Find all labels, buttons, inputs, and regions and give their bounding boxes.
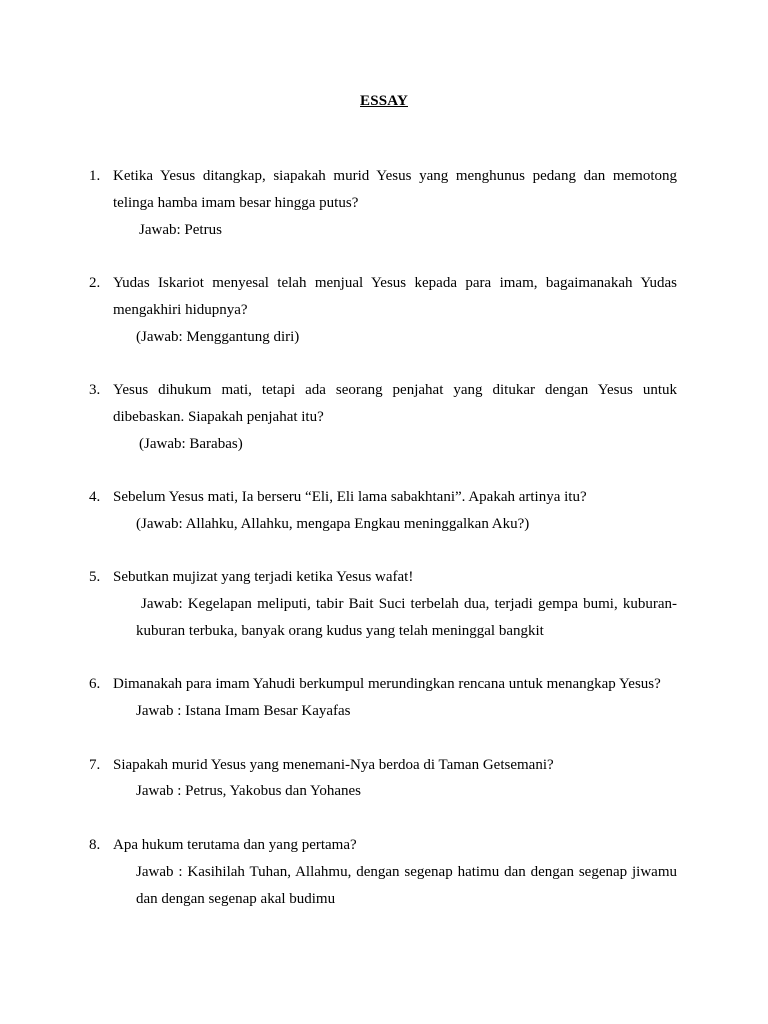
question-text: Yesus dihukum mati, tetapi ada seorang penjahat yang ditukar dengan Yesus untuk dibebaskan. Siapakah penjahat itu? <box>113 382 677 425</box>
question-number: 2. <box>89 275 101 291</box>
question-number: 8. <box>89 837 101 853</box>
answer-text: Jawab: Kegelapan meliputi, tabir Bait Suci terbelah dua, terjadi gempa bumi, kuburan-kuburan terbuka, banyak orang kudus yang telah meninggal bangkit <box>136 596 677 639</box>
question-number: 5. <box>89 569 101 585</box>
question-text: Dimanakah para imam Yahudi berkumpul merundingkan rencana untuk menangkap Yesus? <box>113 676 661 692</box>
question-text: Apa hukum terutama dan yang pertama? <box>113 837 357 853</box>
question-text: Siapakah murid Yesus yang menemani-Nya berdoa di Taman Getsemani? <box>113 757 554 773</box>
question-number: 3. <box>89 382 101 398</box>
question-text: Sebutkan mujizat yang terjadi ketika Yesus wafat! <box>113 569 414 585</box>
question-number: 4. <box>89 489 101 505</box>
answer-text: (Jawab: Allahku, Allahku, mengapa Engkau meninggalkan Aku?) <box>136 516 530 532</box>
question-number: 6. <box>89 676 101 692</box>
question-text: Yudas Iskariot menyesal telah menjual Yesus kepada para imam, bagaimanakah Yudas mengakhiri hidupnya? <box>113 275 677 318</box>
question-number: 7. <box>89 757 101 773</box>
answer-text: Jawab: Petrus <box>139 222 222 238</box>
question-number: 1. <box>89 168 101 184</box>
answer-text: Jawab : Kasihilah Tuhan, Allahmu, dengan segenap hatimu dan dengan segenap jiwamu dan dengan segenap akal budimu <box>136 864 677 907</box>
answer-text: Jawab : Istana Imam Besar Kayafas <box>136 703 351 719</box>
answer-text: Jawab : Petrus, Yakobus dan Yohanes <box>136 783 362 799</box>
page-title: ESSAY <box>360 93 408 109</box>
answer-text: (Jawab: Barabas) <box>139 436 243 452</box>
question-text: Sebelum Yesus mati, Ia berseru “Eli, Eli lama sabakhtani”. Apakah artinya itu? <box>113 489 587 505</box>
answer-text: (Jawab: Menggantung diri) <box>136 329 300 345</box>
question-text: Ketika Yesus ditangkap, siapakah murid Yesus yang menghunus pedang dan memotong telinga hamba imam besar hingga putus? <box>113 168 677 211</box>
